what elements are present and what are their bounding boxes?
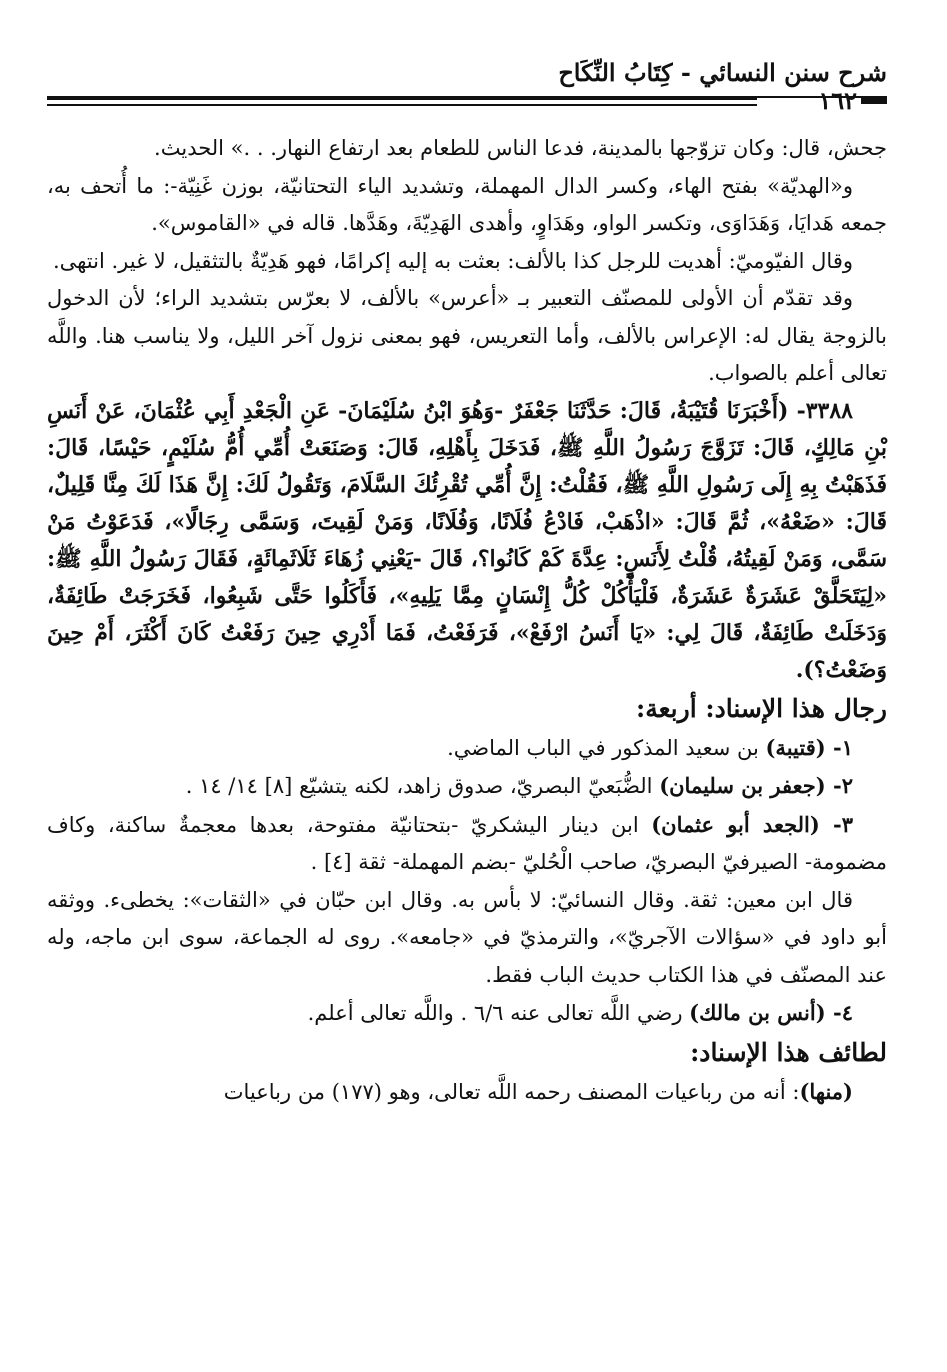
section-heading-subtleties: لطائف هذا الإسناد: <box>690 1037 887 1067</box>
narrator-note: بن سعيد المذكور في الباب الماضي. <box>447 735 766 760</box>
narrator-note: الضُّبَعيّ البصريّ، صدوق زاهد، لكنه يتشيّع [٨] ١٤/ ١٤ . <box>185 774 660 798</box>
page-body <box>47 130 887 1111</box>
paragraph-fayyumi: وقال الفيّوميّ: أهديت للرجل كذا بالألف: بعثت به إليه إكرامًا، فهو هَدِيّةٌ بالتثقيل، لا غير. انتهى. <box>52 248 853 273</box>
page-divider-rule <box>47 96 757 106</box>
paragraph-hadiyya: و«الهديّة» بفتح الهاء، وكسر الدال المهملة، وتشديد الياء التحتانيّة، بوزن غَنِيّة-: ما أُتحف به، جمعه هَدايَا، وَهَدَاوَى، وتكسر الواو، وهَدَاوٍ، وأهدى الهَدِيّةَ، وهَدَّها. قاله في «القاموس». <box>47 173 887 235</box>
running-title: شرح سنن النسائي - كِتَابُ النِّكَاح <box>558 58 887 87</box>
hadith-text: ٣٣٨٨- (أَخْبَرَنَا قُتَيْبَةُ، قَالَ: حَدَّثَنَا جَعْفَرٌ -وَهُوَ ابْنُ سُلَيْمَانَ- عَنِ الْجَعْدِ أَبِي عُثْمَانَ، عَنْ أَنَسِ بْنِ مَالِكٍ، قَالَ: تَزَوَّجَ رَسُولُ اللَّهِ ﷺ، فَدَخَلَ بِأَهْلِهِ، قَالَ: وَصَنَعَتْ أُمِّي أُمُّ سُلَيْمٍ، حَيْسًا، قَالَ: فَذَهَبْتُ بِهِ إِلَى رَسُولِ اللَّهِ ﷺ، فَقُلْتُ: إِنَّ أُمِّي تُقْرِئُكَ السَّلَامَ، وَتَقُولُ لَكَ: إِنَّ هَذَا لَكَ مِنَّا قَلِيلٌ، قَالَ: «ضَعْهُ»، ثُمَّ قَالَ: «اذْهَبْ، فَادْعُ فُلَانًا، وَفُلَانًا، وَمَنْ لَقِيتَ، وَسَمَّى رِجَالًا»، فَدَعَوْتُ مَنْ سَمَّى، وَمَنْ لَقِيتُهُ، قُلْتُ لِأَنَسٍ: عِدَّةَ كَمْ كَانُوا؟، قَالَ -يَعْنِي زُهَاءَ ثَلَاثَمِائَةٍ، فَقَالَ رَسُولُ اللَّهِ ﷺ: «لِيَتَحَلَّقْ عَشَرَةٌ عَشَرَةٌ، فَلْيَأْكُلْ كُلُّ إِنْسَانٍ مِمَّا يَلِيهِ»، فَأَكَلُوا حَتَّى شَبِعُوا، فَخَرَجَتْ طَائِفَةٌ، وَدَخَلَتْ طَائِفَةٌ، قَالَ لِي: «يَا أَنَسُ ارْفَعْ»، فَرَفَعْتُ، فَمَا أَدْرِي حِينَ رَفَعْتُ كَانَ أَكْثَرَ، أَمْ حِينَ وَضَعْتُ؟). <box>47 397 887 683</box>
narrator-name: ٢- (جعفر بن سليمان) <box>659 773 853 798</box>
paragraph-arsa: وقد تقدّم أن الأولى للمصنّف التعبير بـ «أعرس» بالألف، لا بعرّس بتشديد الراء؛ لأن الدخول بالزوجة يقال له: الإعراس بالألف، وأما التعريس، فهو بمعنى نزول آخر الليل، ولا يناسب هنا. واللَّه تعالى أعلم بالصواب. <box>47 286 887 385</box>
subtlety-lead: (منها) <box>799 1078 853 1104</box>
section-heading-narrators: رجال هذا الإسناد: أربعة: <box>635 693 887 723</box>
narrator-item <box>47 994 887 1033</box>
page-number-rule <box>861 98 887 104</box>
narrator-name: ٣- (الجعد أبو عثمان) <box>651 811 853 837</box>
narrator-note: رضي اللَّه تعالى عنه ٦/٦ . واللَّه تعالى أعلم. <box>307 1001 690 1025</box>
paragraph-continuation: جحش، قال: وكان تزوّجها بالمدينة، فدعا الناس للطعام بعد ارتفاع النهار. . .» الحديث. <box>154 136 887 160</box>
subtlety-item <box>47 1073 887 1112</box>
narrator-item <box>47 729 887 768</box>
page-number-block <box>47 58 887 128</box>
narrator-item <box>47 767 887 806</box>
narrator-name: ١- (قتيبة) <box>765 734 853 760</box>
subtlety-text: : أنه من رباعيات المصنف رحمه اللَّه تعالى، وهو (١٧٧) من رباعيات <box>223 1079 800 1104</box>
narrator-grading-note: قال ابن معين: ثقة. وقال النسائيّ: لا بأس به. وقال ابن حبّان في «الثقات»: يخطىء. ووثقه أبو داود في «سؤالات الآجريّ»، والترمذيّ في «جامعه». روى له الجماعة، سوى ابن ماجه، وله عند المصنّف في هذا الكتاب حديث الباب فقط. <box>47 887 887 987</box>
narrator-name: ٤- (أنس بن مالك) <box>689 1000 853 1025</box>
narrator-note: ابن دينار اليشكريّ -بتحتانيّة مفتوحة، بعدها معجمةٌ ساكنة، وكاف مضمومة- الصيرفيّ البصريّ، صاحب الْحُليّ -بضم المهملة- ثقة [٤] . <box>47 812 887 874</box>
narrator-item <box>47 806 887 882</box>
page-number: ١٦٢ <box>818 86 857 115</box>
